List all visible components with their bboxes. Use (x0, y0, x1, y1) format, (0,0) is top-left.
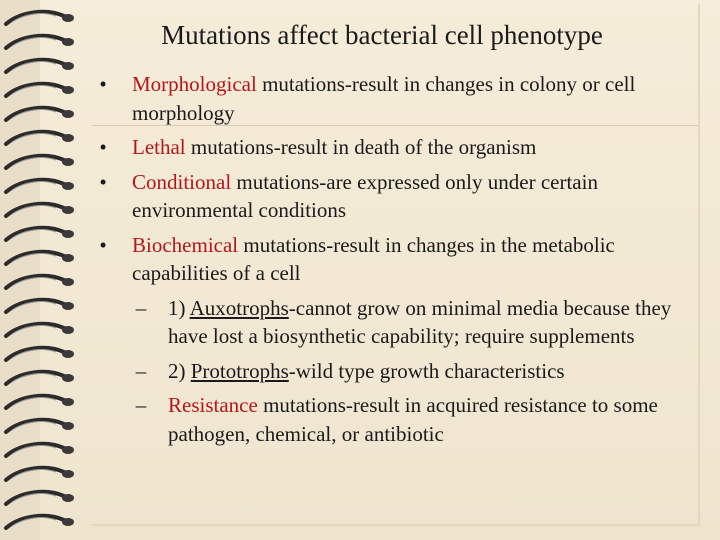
sub-bullet-text: -cannot grow on minimal media because they have lost a biosynthetic capability; require supplements (168, 295, 672, 348)
binding-hole (62, 134, 74, 142)
binding-hole (62, 350, 74, 358)
sub-bullet-marker: – (135, 393, 147, 417)
binding-hole (62, 278, 74, 286)
binding-hole (62, 110, 74, 118)
sub-bullet-prefix: 2) (168, 358, 191, 383)
binding-hole (62, 62, 74, 70)
binding-hole (62, 470, 74, 478)
bullet-keyword: Morphological (132, 72, 257, 96)
sub-bullet-item (96, 357, 696, 386)
binding-hole (62, 374, 74, 382)
bullet-item (96, 133, 696, 162)
sub-bullet-marker: – (135, 295, 147, 320)
sub-bullet-item (96, 294, 696, 351)
binding-hole (62, 398, 74, 406)
sub-bullet-item (96, 391, 696, 448)
sub-bullet-text: -wild type growth characteristics (288, 358, 565, 383)
page-edge-right (698, 4, 700, 524)
sub-bullet-text: mutations-result in acquired resistance to some pathogen, chemical, or antibiotic (168, 393, 658, 446)
binding-hole (62, 38, 74, 46)
binding-hole (62, 14, 74, 22)
bullet-marker: • (99, 232, 107, 257)
bullet-marker: • (99, 135, 107, 159)
page-edge-bottom (92, 524, 700, 526)
binding-hole (62, 446, 74, 454)
binding-hole (62, 182, 74, 190)
binding-hole (62, 494, 74, 502)
binding-hole (62, 86, 74, 94)
bullet-keyword: Conditional (132, 169, 232, 194)
bullet-text: mutations-result in changes in colony or cell morphology (132, 72, 636, 125)
binding-hole (62, 230, 74, 238)
bullet-keyword: Biochemical (132, 232, 239, 257)
binding-hole (62, 254, 74, 262)
binding-hole (62, 302, 74, 310)
bullet-text: mutations-result in death of the organism (185, 135, 537, 159)
slide-title: Mutations affect bacterial cell phenotype (161, 20, 603, 50)
bullet-marker: • (99, 72, 107, 96)
bullet-text: mutations-result in changes in the metabolic capabilities of a cell (132, 232, 615, 285)
spiral-binding (0, 0, 86, 540)
binding-hole (62, 206, 74, 214)
bullet-list (96, 70, 696, 448)
bullet-item (96, 70, 696, 127)
bullet-marker: • (99, 169, 107, 194)
bullet-keyword: Lethal (132, 135, 186, 159)
sub-bullet-keyword: Resistance (168, 393, 258, 417)
binding-hole (62, 158, 74, 166)
sub-bullet-marker: – (135, 358, 147, 383)
binding-hole (62, 422, 74, 430)
bullet-item (96, 168, 696, 225)
bullet-item (96, 231, 696, 288)
binding-hole (62, 518, 74, 526)
binding-hole (62, 326, 74, 334)
sub-bullet-term: Prototrophs (190, 358, 289, 383)
bullet-text: mutations-are expressed only under certain environmental conditions (132, 169, 598, 222)
sub-bullet-term: Auxotrophs (189, 295, 289, 320)
sub-bullet-prefix: 1) (168, 295, 190, 320)
binding-strip (0, 0, 40, 540)
